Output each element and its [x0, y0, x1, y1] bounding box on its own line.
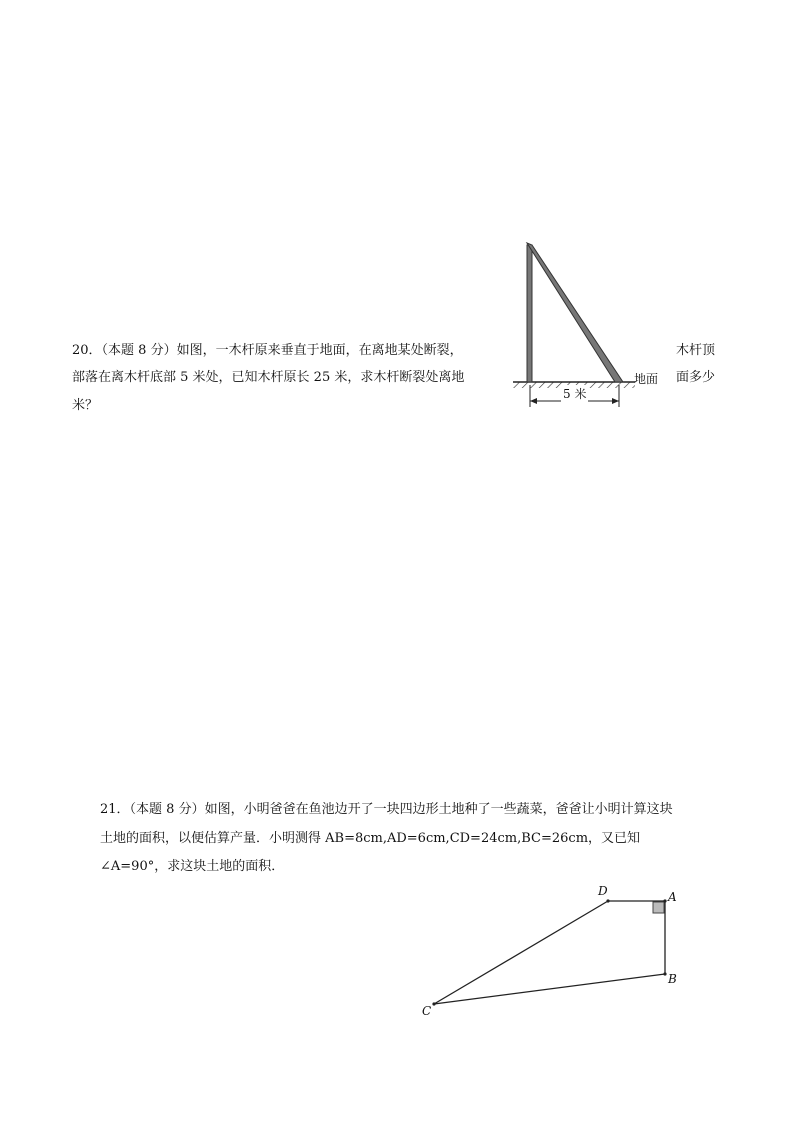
q21-text-line1: 21．（本题 8 分）如图，小明爸爸在鱼池边开了一块四边形土地种了一些蔬菜，爸爸让小明计算这块: [100, 802, 673, 817]
q21-label-b: B: [668, 972, 677, 986]
vertex-d: [606, 899, 609, 902]
vertex-a: [663, 899, 666, 902]
vertex-b: [663, 972, 666, 975]
q20-text-line3: 米？: [72, 398, 99, 413]
edge-cd: [434, 901, 608, 1004]
dim-arrow-right: [612, 398, 619, 404]
edge-bc: [434, 974, 665, 1004]
q21-label-a: A: [668, 890, 677, 904]
q20-text-line2: 部落在离木杆底部 5 米处，已知木杆原长 25 米，求木杆断裂处离地: [72, 370, 465, 385]
q21-text-line3: ∠A=90°，求这块土地的面积．: [100, 859, 285, 874]
pole-standing-part: [527, 245, 532, 382]
q21-label-d: D: [598, 884, 608, 898]
dim-arrow-left: [530, 398, 537, 404]
right-angle-mark: [653, 902, 664, 913]
q21-text-line2: 土地的面积，以便估算产量．小明测得 AB=8cm,AD=6cm,CD=24cm,BC=26cm，又已知: [100, 831, 641, 846]
q20-ground-label: 地面: [634, 372, 659, 386]
q20-text-line1-tail: 木杆顶: [676, 343, 716, 358]
q20-text-line2-tail: 面多少: [676, 370, 716, 385]
q20-dist-label: 5 米: [563, 387, 587, 401]
q20-text-line1: 20．（本题 8 分）如图，一木杆原来垂直于地面，在离地某处断裂，: [72, 343, 463, 358]
pole-fallen-part: [527, 243, 623, 382]
vertex-c: [432, 1002, 435, 1005]
q21-label-c: C: [422, 1004, 432, 1018]
q20-broken-pole-figure: [505, 235, 675, 415]
